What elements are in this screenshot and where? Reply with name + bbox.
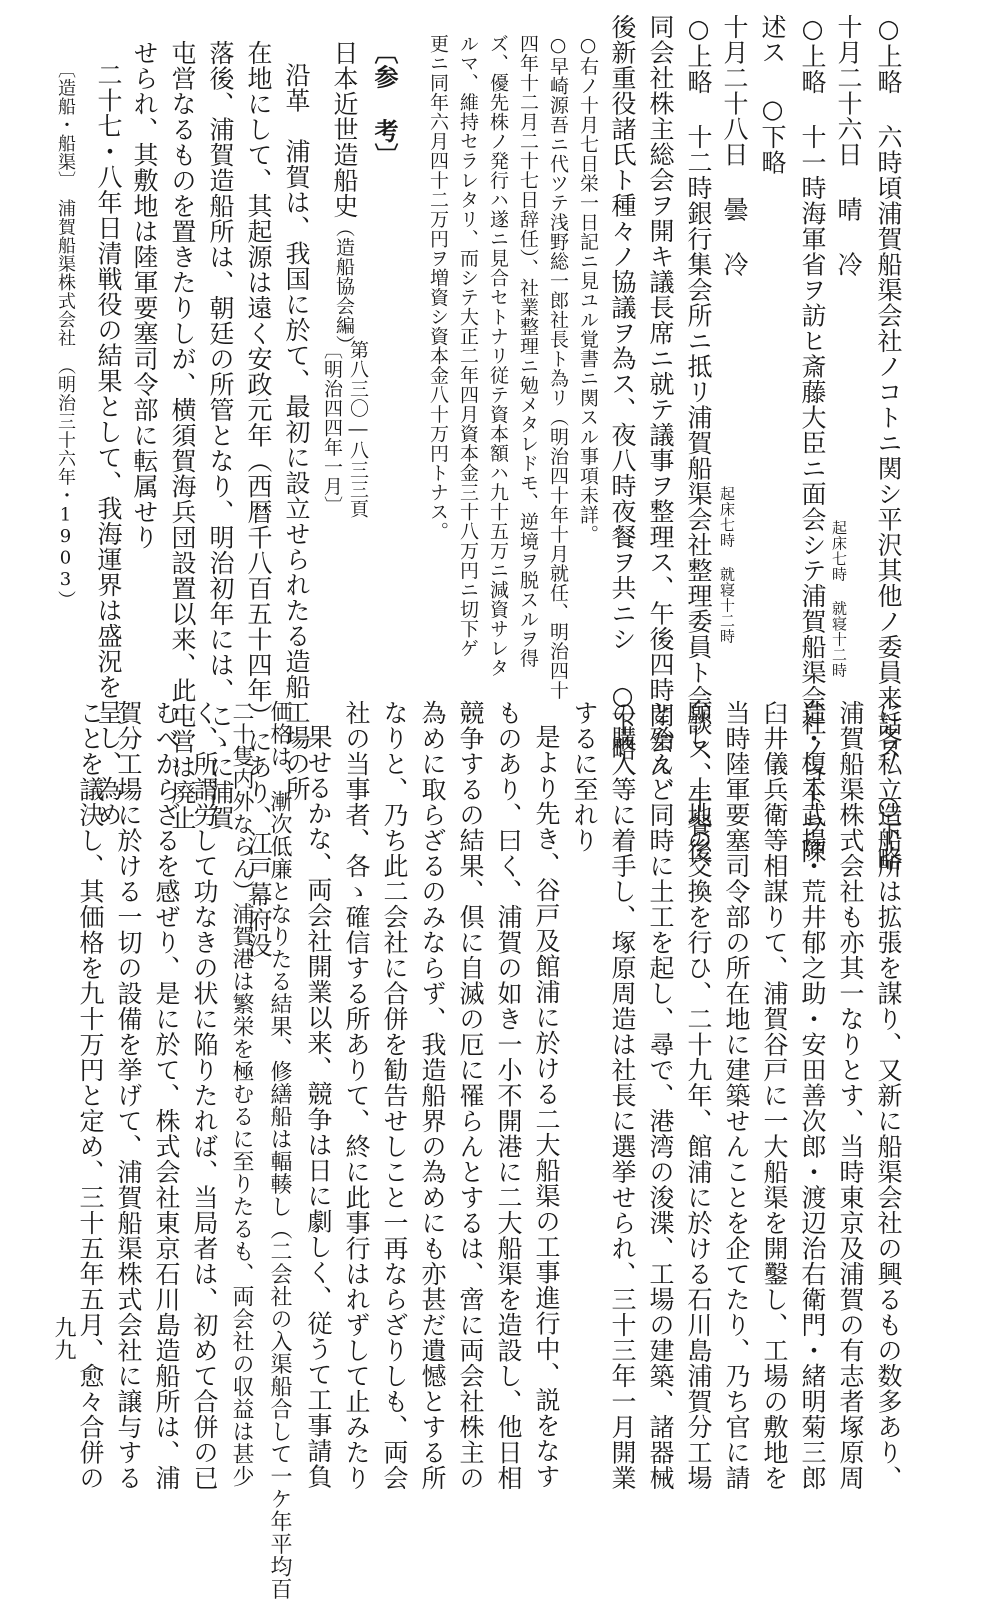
body-text: 社の当事者、各ゝ確信する所ありて、終に此事行はれずして止みたり [342, 700, 371, 1491]
body-text: 浦賀船渠株式会社も亦其一なりとす、当時東京及浦賀の有志者塚原周 [836, 700, 865, 1491]
body-text: 願し、土地の交換を行ひ、二十九年、館浦に於ける石川島浦賀分工場 [684, 700, 713, 1491]
body-text: 価格は、漸次低廉となりたる結果、修繕船は輻輳し（二会社の入渠船合して一ケ年平均百 [267, 700, 292, 1600]
reference-text: 在地にして、其起源は遠く安政元年（西暦千八百五十四年）にあり、江戸幕府没 [244, 40, 273, 958]
editor-note: 更ニ同年六月四十二万円ヲ増資シ資本金八十万円トナス。 [427, 34, 449, 541]
editor-note: ○右ノ十月七日栄一日記ニ見ユル覚書ニ関スル事項未詳。 [577, 34, 599, 544]
reference-publisher: （造船協会編） [333, 218, 355, 355]
diary-line: ○上略 十一時海軍省ヲ訪ヒ斎藤大臣ニ面会シテ浦賀船渠会社ノコトヲ陳 [798, 14, 827, 864]
body-text: 是より先き、谷戸及館浦に於ける二大船渠の工事進行中、説をなす [532, 724, 561, 1489]
diary-date: 十月二十六日 晴 冷 [834, 14, 863, 277]
editor-note: ズ、優先株ノ発行ハ遂ニ見合セトナリ従テ資本額ハ九十五万ニ減資サレタ [487, 34, 509, 678]
body-text: 為めに取らざるのみならず、我造船界の為めにも亦甚だ遺憾とする所 [418, 700, 447, 1491]
body-text: 二十隻内外ならん）浦賀港は繁栄を極むるに至りたるも、両会社の収益は甚少 [229, 700, 254, 1488]
reference-text: 落後、浦賀造船所は、朝廷の所管となり、明治初年には、こゝに浦賀 [206, 40, 235, 831]
body-text: 臼井儀兵衛等相謀りて、浦賀谷戸に一大船渠を開鑿し、工場の敷地を [760, 700, 789, 1491]
body-text: むべからざるを感ぜり、是に於て、株式会社東京石川島造船所は、浦 [152, 700, 181, 1491]
reference-text: 二十七・八年日清戦役の結果として、我海運界は盛況を呈し、為め [94, 62, 123, 827]
page-number: 九九 [51, 1316, 76, 1361]
reference-book-title: 日本近世造船史 [330, 40, 359, 219]
body-text: ものあり、曰く、浦賀の如き一小不開港に二大船渠を造設し、他日相 [494, 700, 523, 1491]
running-footer: 〔造船・船渠〕 浦賀船渠株式会社 （明治三十六年・1903） [55, 60, 76, 609]
reference-header: 〔参 考〕 [370, 40, 399, 168]
body-text: するに至れり [570, 700, 599, 853]
diary-wake-note: 起床七時 就寝十二時 [830, 520, 848, 678]
diary-wake-note: 起床七時 就寝十二時 [718, 486, 736, 644]
editor-note: ルマ、維持セラレタリ、而シテ大正二年四月資本金三十八万円ニ切下ゲ [457, 34, 479, 658]
reference-text: 沿革 浦賀は、我国に於て、最初に設立せられたる造船工場の所 [282, 62, 311, 802]
editor-note: 四年十二月二十七日辞任）、社業整理ニ勉メタレドモ、逆境ヲ脱スルヲ得 [517, 34, 539, 668]
body-text: と殆んど同時に土工を起し、尋で、港湾の浚渫、工場の建築、諸器械 [646, 700, 675, 1491]
diary-line: ○上略 六時頃浦賀船渠会社ノコトニ関シ平沢其他ノ委員来話ス ○下略 [874, 14, 903, 872]
reference-date: 〔明治四四年一月〕 [321, 340, 343, 516]
body-text: ことを議決し、其価格を九十万円と定め、三十五年五月、愈々合併の [76, 700, 105, 1491]
body-text: 当時陸軍要塞司令部の所在地に建築せんことを企てたり、乃ち官に請 [722, 700, 751, 1491]
body-text: 賀分工場に於ける一切の設備を挙げて、浦賀船渠株式会社に譲与する [114, 700, 143, 1491]
reference-text: せられ、其敷地は陸軍要塞司令部に転属せり [130, 40, 159, 550]
reference-pages: 第八三〇―八三三頁 [347, 340, 369, 519]
body-text: 造・榎本武揚・荒井郁之助・安田善次郎・渡辺治右衛門・緒明菊三郎 [798, 700, 827, 1491]
body-text: 果せるかな、両会社開業以来、競争は日に劇しく、従うて工事請負 [304, 724, 333, 1489]
reference-text: 屯営なるものを置きたりしが、横須賀海兵団設置以来、此屯営は廃止 [168, 40, 197, 831]
body-text: なりと、乃ち此二会社に合併を勧告せしこと一再ならざりしも、両会 [380, 700, 409, 1491]
diary-line: 述ス ○下略 [758, 14, 787, 175]
body-text: 競争するの結果、倶に自滅の厄に罹らんとするは、啻に両会社株主の [456, 700, 485, 1491]
body-text: く、所謂労して功なきの状に陥りたれば、当局者は、初めて合併の已 [190, 700, 219, 1491]
diary-line: ○上略 十二時銀行集会所ニ抵リ浦賀船渠会社整理委員ト会談ス、午餐後 [684, 14, 713, 864]
editor-note: ○早崎源吾ニ代ツテ浅野総一郎社長ト為リ（明治四十年十月就任、明治四十 [547, 34, 569, 700]
body-text: に各私立造船所は拡張を謀り、又新に船渠会社の興るもの数多あり、 [874, 700, 903, 1491]
diary-line: 同会社株主総会ヲ開キ議長席ニ就テ議事ヲ整理ス、午後四時閉会ス、 [646, 14, 675, 805]
body-text: の購入等に着手し、塚原周造は社長に選挙せられ、三十三年一月開業 [608, 700, 637, 1491]
diary-line: 後新重役諸氏ト種々ノ協議ヲ為ス、夜八時夜餐ヲ共ニシ ○下略 [608, 14, 637, 762]
diary-date: 十月二十八日 曇 冷 [720, 14, 749, 277]
